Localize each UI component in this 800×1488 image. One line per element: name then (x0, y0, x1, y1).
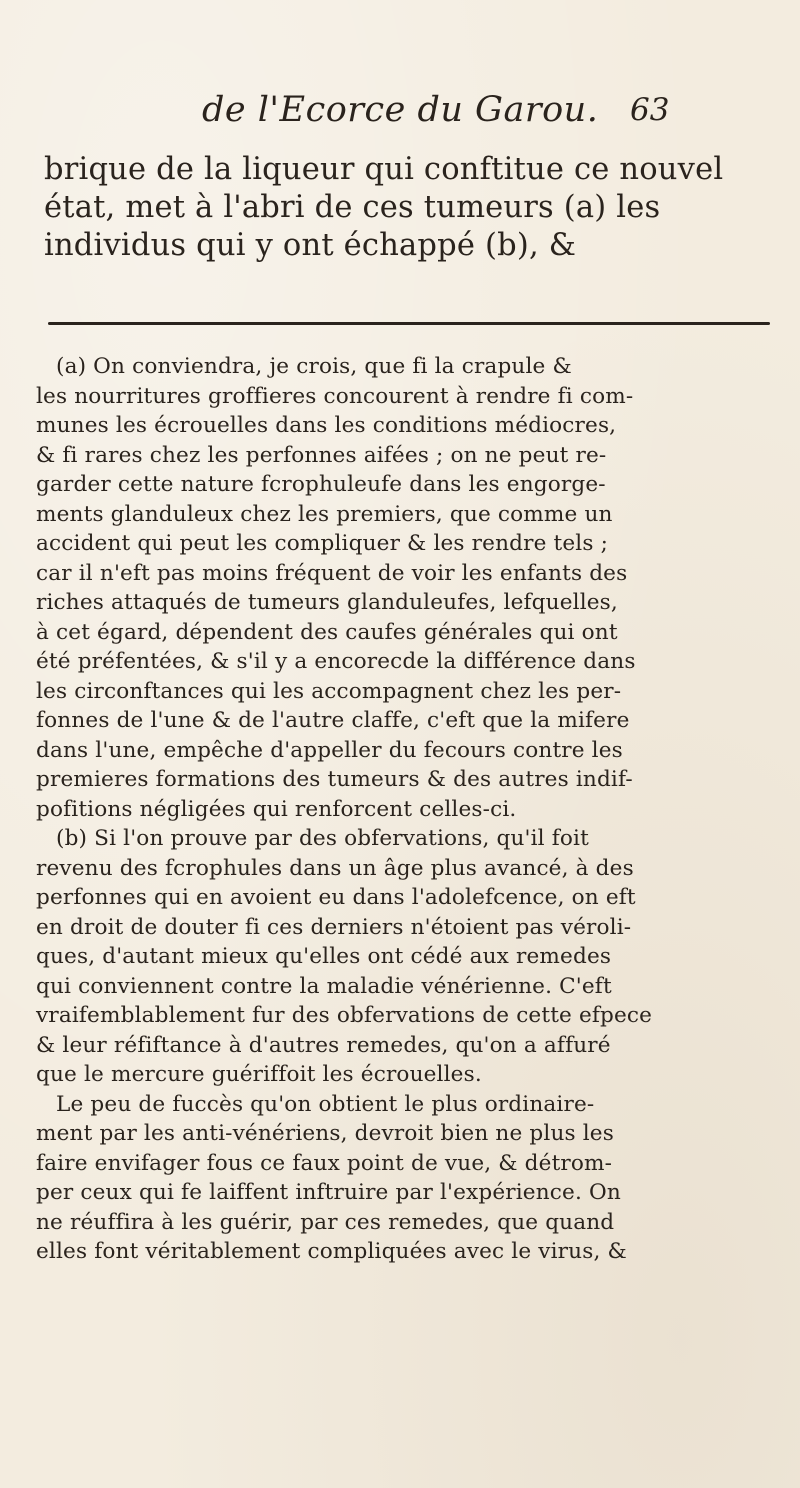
footnote-line: & fi rares chez les perfonnes aifées ; on ne peut re- (36, 442, 607, 468)
footnote-line: (a) On conviendra, je crois, que fi la crapule & (56, 354, 572, 379)
footnote-line: ne réuffira à les guérir, par ces remedes, que quand (36, 1209, 615, 1235)
footnote-line: perfonnes qui en avoient eu dans l'adolefcence, on eft (36, 885, 636, 910)
footnote-line: les circonftances qui les accompagnent chez les per- (36, 678, 622, 704)
footnote-line: accident qui peut les compliquer & les rendre tels ; (36, 531, 608, 556)
footnote-line: été préfentées, & s'il y a encorecde la différence dans (36, 649, 636, 674)
footnote-line: ques, d'autant mieux qu'elles ont cédé aux remedes (36, 944, 612, 969)
footnote-line: car il n'eft pas moins fréquent de voir les enfants des (36, 560, 628, 586)
footnote-line: les nourritures groffieres concourent à rendre fi com- (36, 383, 634, 409)
main-text-block (44, 151, 769, 265)
footnote-line: premieres formations des tumeurs & des autres indif- (36, 767, 633, 792)
footnote-line: elles font véritablement compliquées avec le virus, & (36, 1239, 627, 1264)
page-number: 63 (630, 92, 670, 128)
footnote-line: en droit de douter fi ces derniers n'étoient pas véroli- (36, 914, 632, 940)
running-title: de l'Ecorce du Garou. (202, 90, 599, 130)
footnote-line: (b) Si l'on prouve par des obfervations, qu'il foit (56, 826, 589, 851)
footnote-line: faire envifager fous ce faux point de vue, & détrom- (36, 1150, 613, 1176)
footnote-separator-rule (48, 322, 770, 325)
footnote-line: ments glanduleux chez les premiers, que comme un (36, 501, 613, 527)
footnote-line: Le peu de fuccès qu'on obtient le plus ordinaire- (56, 1091, 595, 1117)
footnote-line: ment par les anti-vénériens, devroit bien ne plus les (36, 1121, 614, 1146)
footnote-line: à cet égard, dépendent des caufes générales qui ont (36, 619, 618, 645)
footnote-line: munes les écrouelles dans les conditions médiocres, (36, 413, 617, 438)
footnote-line: vraifemblablement fur des obfervations de cette efpece (36, 1003, 653, 1028)
footnote-line: qui conviennent contre la maladie vénérienne. C'eft (36, 973, 612, 999)
footnote-line: que le mercure guériffoit les écrouelles. (36, 1062, 482, 1087)
page-header (0, 90, 800, 140)
footnotes-block (36, 352, 770, 1267)
footnote-line: per ceux qui fe laiffent inftruire par l'expérience. On (36, 1180, 621, 1205)
footnote-line: riches attaqués de tumeurs glanduleufes, lefquelles, (36, 590, 618, 615)
main-text-line: individus qui y ont échappé (b), & (44, 228, 577, 263)
footnote-line: fonnes de l'une & de l'autre claffe, c'eft que la mifere (36, 708, 630, 733)
footnote-line: revenu des fcrophules dans un âge plus avancé, à des (36, 855, 634, 881)
footnote-line: pofitions négligées qui renforcent celles-ci. (36, 796, 517, 822)
footnote-line: dans l'une, empêche d'appeller du fecours contre les (36, 737, 623, 763)
footnote-line: & leur réfiftance à d'autres remedes, qu'on a affuré (36, 1032, 611, 1058)
main-text-line: état, met à l'abri de ces tumeurs (a) les (44, 190, 661, 225)
main-text-line: brique de la liqueur qui conftitue ce nouvel (44, 152, 724, 187)
footnote-line: garder cette nature fcrophuleufe dans les engorge- (36, 472, 606, 497)
